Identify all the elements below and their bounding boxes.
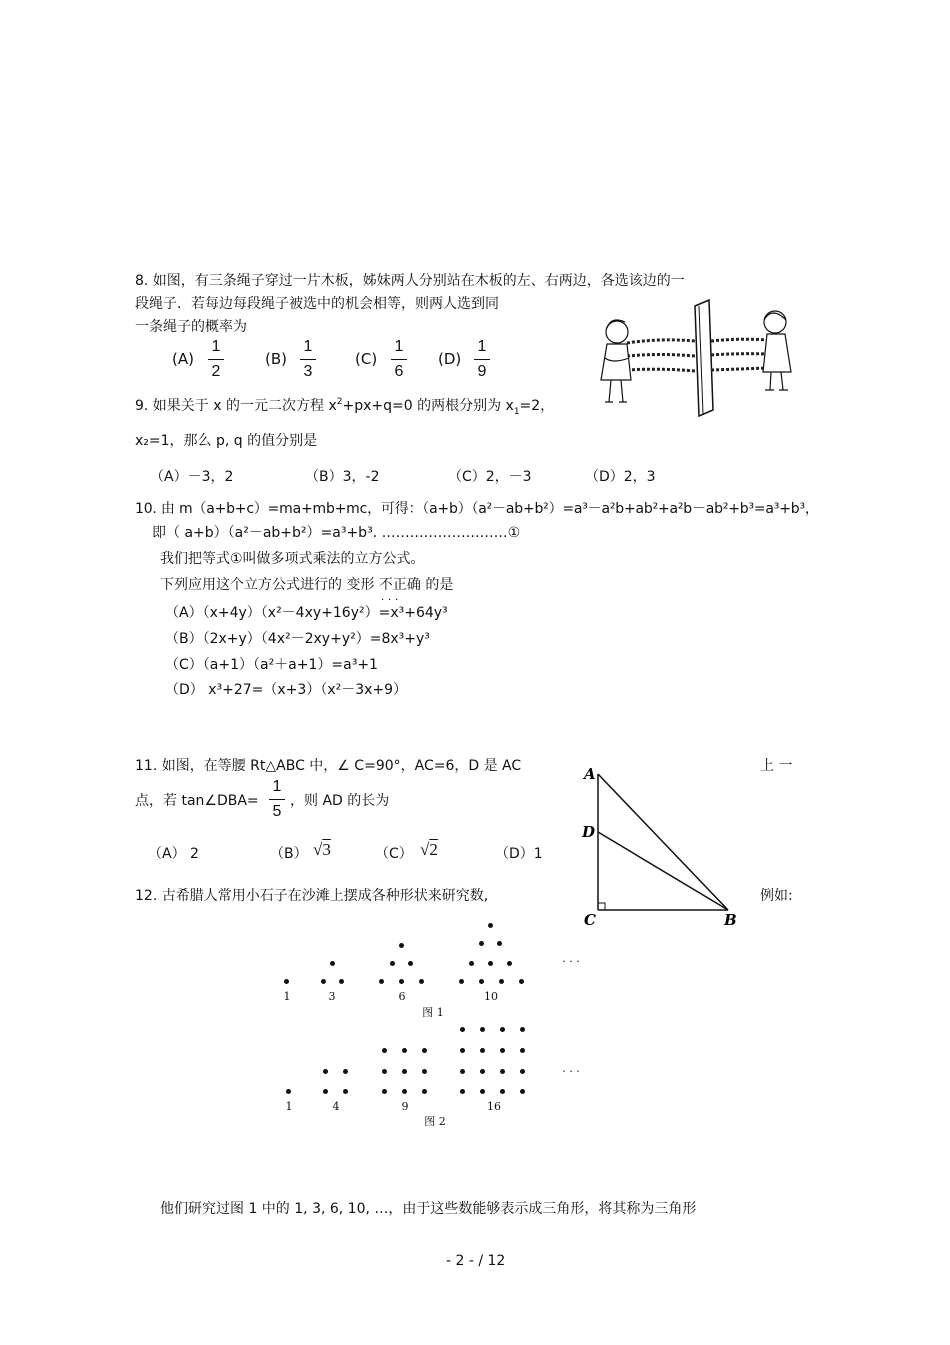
- q11-line1-right: 上 一: [760, 758, 793, 774]
- stone-dot: [520, 1089, 525, 1094]
- q10-line3: 我们把等式①叫做多项式乘法的立方公式。: [160, 551, 425, 567]
- stone-dot: [520, 1048, 525, 1053]
- q11-option-d: （D）1: [495, 846, 543, 862]
- q12-last-line: 他们研究过图 1 中的 1, 3, 6, 10, …，由于这些数能够表示成三角形，将其称为三角形: [160, 1201, 697, 1217]
- q11-option-b: （B）: [270, 846, 308, 862]
- fig2-caption: 图 2: [424, 1115, 446, 1128]
- q10-line1: 10. 由 m（a+b+c）=ma+mb+mc，可得：（a+b）（a²－ab+b²）=a³－a²b+ab²+a²b－ab²+b³=a³+b³，: [135, 501, 819, 517]
- q9-option-a: （A）－3，2: [150, 469, 234, 485]
- emphasized-not-correct: 不正确 · · ·: [379, 577, 421, 593]
- fig1-caption: 图 1: [422, 1006, 444, 1019]
- stone-dot: [459, 979, 464, 984]
- sqrt-3: √3: [313, 840, 331, 859]
- q11-option-a: （A） 2: [148, 846, 199, 862]
- stone-dot: [519, 979, 524, 984]
- q8-option-c-label: (C): [355, 350, 378, 368]
- stone-dot: [469, 961, 474, 966]
- stone-dot: [330, 961, 335, 966]
- q11-line2-a: 点，若 tan∠DBA=: [135, 793, 259, 809]
- q12-line1: 12. 古希腊人常用小石子在沙滩上摆成各种形状来研究数,: [135, 888, 489, 904]
- q9-option-d: （D）2，3: [585, 469, 656, 485]
- q10-option-c: （C）（a+1）（a²＋a+1）=a³+1: [165, 657, 378, 673]
- q8-line3: 一条绳子的概率为: [135, 319, 247, 335]
- stone-dot: [460, 1027, 465, 1032]
- stone-dot: [488, 923, 493, 928]
- q9-line1: 9. 如果关于 x 的一元二次方程 $x^2+px+q=0$ 的两根分别为 $x_1=2$，: [135, 397, 555, 417]
- point-d-label: D: [582, 823, 596, 841]
- q9-line2: x₂=1，那么 p, q 的值分别是: [135, 433, 318, 449]
- stone-dot: [379, 979, 384, 984]
- stone-dot: [343, 1069, 348, 1074]
- stone-dot: [460, 1069, 465, 1074]
- fig1-number: 1: [283, 990, 291, 1003]
- q10-option-a: （A）（x+4y）（x²－4xy+16y²）=x³+64y³: [165, 605, 448, 621]
- stone-dot: [402, 1069, 407, 1074]
- stone-dot: [339, 979, 344, 984]
- stone-dot: [507, 961, 512, 966]
- stone-dot: [520, 1069, 525, 1074]
- stone-dot: [382, 1048, 387, 1053]
- stone-dot: [500, 1048, 505, 1053]
- fig1-ellipsis: · · ·: [562, 955, 580, 968]
- stone-dot: [284, 979, 289, 984]
- fig1-number: 10: [484, 990, 498, 1003]
- stone-dot: [499, 979, 504, 984]
- stone-dot: [460, 1048, 465, 1053]
- q10-option-d: （D） x³+27=（x+3）（x²－3x+9）: [165, 682, 408, 698]
- q11-line2-b: ，则 AD 的长为: [290, 793, 390, 809]
- fig2-number: 4: [332, 1100, 340, 1113]
- q11-line1: 11. 如图，在等腰 Rt△ABC 中，∠ C=90°，AC=6，D 是 AC: [135, 758, 522, 774]
- fig2-number: 16: [487, 1100, 501, 1113]
- stone-dot: [500, 1089, 505, 1094]
- stone-dot: [399, 979, 404, 984]
- stone-dot: [480, 1069, 485, 1074]
- q8-option-c-fraction: 1 6: [388, 337, 410, 382]
- q9-option-c: （C）2，－3: [448, 469, 532, 485]
- q8-option-d-fraction: 1 9: [471, 337, 493, 382]
- q12-line1-right: 例如:: [760, 888, 793, 904]
- stone-dot: [399, 943, 404, 948]
- stone-dot: [323, 1069, 328, 1074]
- stone-dot: [480, 1027, 485, 1032]
- fig2-number: 9: [401, 1100, 409, 1113]
- q8-line1: 8. 如图，有三条绳子穿过一片木板，姊妹两人分别站在木板的左、右两边，各选该边的一: [135, 273, 685, 289]
- stone-dot: [419, 979, 424, 984]
- stone-dot: [408, 961, 413, 966]
- q8-option-b-fraction: 1 3: [297, 337, 319, 382]
- q8-line2: 段绳子．若每边每段绳子被选中的机会相等，则两人选到同: [135, 296, 499, 312]
- q8-option-a-fraction: 1 2: [205, 337, 227, 382]
- sqrt-2: √2: [420, 840, 438, 859]
- stone-dot: [520, 1027, 525, 1032]
- page-number: - 2 - / 12: [446, 1253, 506, 1269]
- triangle-figure: [578, 762, 748, 932]
- stone-dot: [286, 1089, 291, 1094]
- q9-option-b: （B）3，-2: [305, 469, 380, 485]
- rope-board-figure: [595, 298, 815, 418]
- q10-line2: 即（ a+b）（a²－ab+b²）=a³+b³. ………………………①: [152, 525, 521, 541]
- stone-dot: [402, 1089, 407, 1094]
- point-c-label: C: [584, 911, 596, 929]
- stone-dot: [422, 1089, 427, 1094]
- fig2-ellipsis: · · ·: [562, 1065, 580, 1078]
- stone-dot: [488, 961, 493, 966]
- fig1-number: 6: [398, 990, 406, 1003]
- stone-dot: [480, 1089, 485, 1094]
- stone-dot: [480, 1048, 485, 1053]
- stone-dot: [402, 1048, 407, 1053]
- stone-dot: [422, 1069, 427, 1074]
- stone-dot: [500, 1027, 505, 1032]
- stone-dot: [479, 941, 484, 946]
- stone-dot: [422, 1048, 427, 1053]
- stone-dot: [343, 1089, 348, 1094]
- q11-tan-fraction: 1 5: [266, 777, 288, 822]
- q11-option-c: （C）: [375, 846, 413, 862]
- q8-option-d-label: (D): [438, 350, 462, 368]
- stone-dot: [382, 1069, 387, 1074]
- stone-dot: [390, 961, 395, 966]
- q10-option-b: （B）（2x+y）（4x²－2xy+y²）=8x³+y³: [165, 631, 430, 647]
- stone-dot: [321, 979, 326, 984]
- stone-dot: [382, 1089, 387, 1094]
- stone-dot: [500, 1069, 505, 1074]
- point-a-label: A: [584, 765, 596, 783]
- stone-dot: [497, 941, 502, 946]
- fig2-number: 1: [285, 1100, 293, 1113]
- fig1-number: 3: [328, 990, 336, 1003]
- stone-dot: [479, 979, 484, 984]
- q8-option-a-label: (A): [172, 350, 194, 368]
- point-b-label: B: [724, 911, 737, 929]
- stone-dot: [460, 1089, 465, 1094]
- q10-line4: 下列应用这个立方公式进行的 变形 不正确 · · · 的是: [160, 576, 453, 594]
- stone-dot: [323, 1089, 328, 1094]
- q8-option-b-label: (B): [265, 350, 287, 368]
